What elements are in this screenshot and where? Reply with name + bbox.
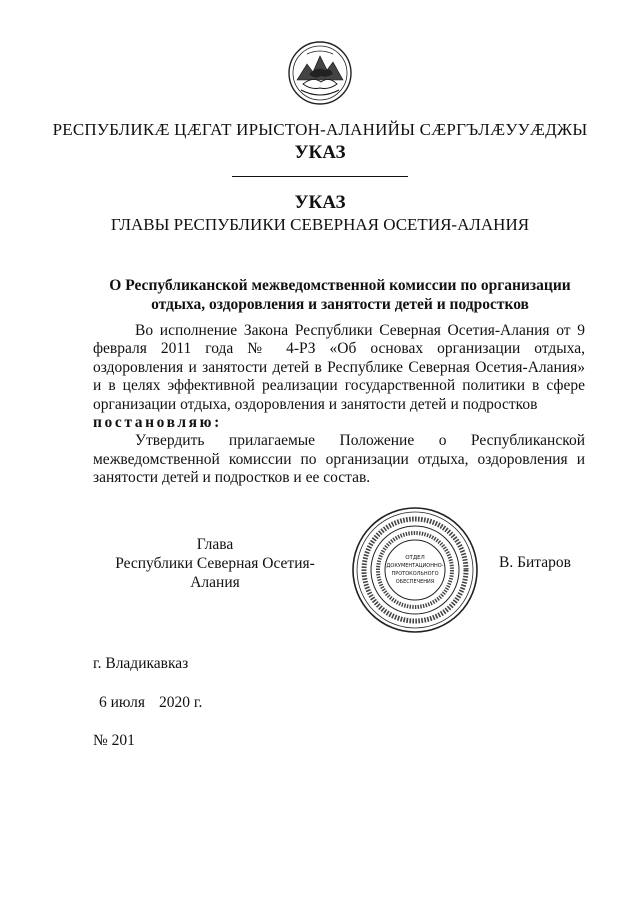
republic-name-ossetian: РЕСПУБЛИКӔ ЦӔГАТ ИРЫСТОН-АЛАНИЙЫ СӔРГЪЛӔУУӔДЖЫ <box>52 120 588 139</box>
decree-subject <box>100 276 580 314</box>
decree-number: № 201 <box>93 732 135 749</box>
decree-title-russian: УКАЗ <box>294 192 346 213</box>
signatory-title-line-1: Глава <box>196 536 234 553</box>
decree-title-ossetian: УКАЗ <box>294 142 346 163</box>
signatory-title-line-2: Республики Северная Осетия-Алания <box>115 555 315 591</box>
official-seal-stamp <box>350 505 480 635</box>
subject-line-1: О Республиканской межведомственной комиссии по организации <box>109 277 571 294</box>
signatory-title <box>93 535 337 592</box>
subject-line-2: отдыха, оздоровления и занятости детей и подростков <box>151 296 529 313</box>
coat-of-arms-icon <box>287 40 353 106</box>
decree-body <box>93 322 585 488</box>
date-of-signing <box>99 694 202 712</box>
header-divider <box>232 176 408 177</box>
body-paragraph-preamble: Во исполнение Закона Республики Северная Осетия-Алания от 9 февраля 2011 года № 4-РЗ «Об основах организации отдыха, оздоровления и занятости детей в Республике Северная Осетия-Алания» и в целях эффективной реализации государственной политики в сфере организации отдыха, оздоровления и занятости детей и подростков <box>93 322 585 413</box>
seal-text-line-3: ПРОТОКОЛЬНОГО <box>391 571 439 577</box>
seal-text-line-4: ОБЕСПЕЧЕНИЯ <box>395 579 435 585</box>
place-of-signing: г. Владикавказ <box>93 655 189 672</box>
date-day: 6 июля <box>99 694 145 711</box>
decree-word: постановляю: <box>93 414 222 432</box>
body-paragraph-resolution: Утвердить прилагаемые Положение о Республиканской межведомственной комиссии по организации отдыха, оздоровления и занятости детей и подростков и ее состав. <box>93 432 585 487</box>
seal-text-line-1: ОТДЕЛ <box>405 555 425 561</box>
seal-text-line-2: ДОКУМЕНТАЦИОННО- <box>386 563 444 569</box>
issuer-line: ГЛАВЫ РЕСПУБЛИКИ СЕВЕРНАЯ ОСЕТИЯ-АЛАНИЯ <box>110 215 530 234</box>
signatory-name: В. Битаров <box>499 554 571 571</box>
date-year: 2020 г. <box>158 694 203 711</box>
